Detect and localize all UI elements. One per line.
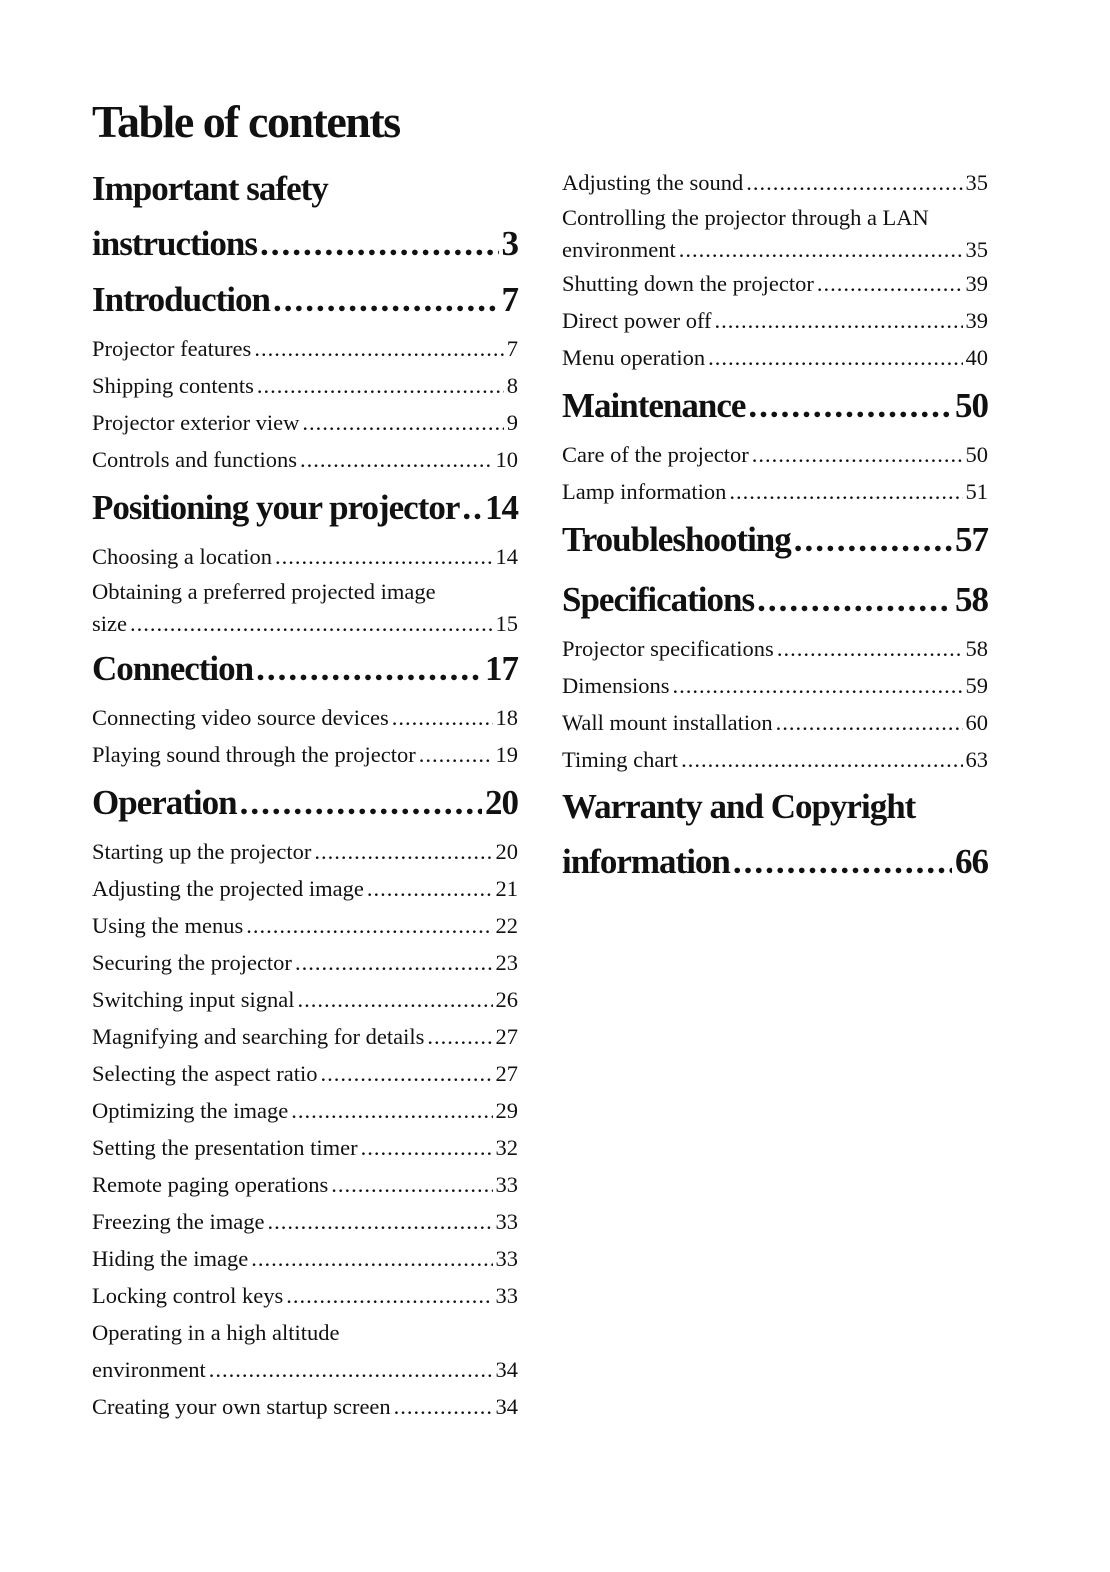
entry-title: Setting the presentation timer xyxy=(92,1135,358,1160)
section-title: Operation xyxy=(92,783,237,822)
toc-entry-menu-operation[interactable] xyxy=(562,339,988,376)
page-number: 10 xyxy=(495,447,518,472)
dot-leader xyxy=(715,302,963,339)
page-number: 8 xyxy=(506,373,518,398)
dot-leader xyxy=(681,741,962,778)
page-number: 27 xyxy=(495,1024,518,1049)
dot-leader xyxy=(321,1055,493,1092)
toc-entry-magnifying-and-searching-for-details[interactable] xyxy=(92,1018,518,1055)
dot-leader xyxy=(752,436,963,473)
toc-section-warranty-and-copyright-information[interactable] xyxy=(562,778,988,888)
toc-entry-direct-power-off[interactable] xyxy=(562,302,988,339)
toc-entry-selecting-the-aspect-ratio[interactable] xyxy=(92,1055,518,1092)
page-number: 33 xyxy=(495,1209,518,1234)
dot-leader xyxy=(331,1166,492,1203)
page-number: 26 xyxy=(495,987,518,1012)
page-number: 33 xyxy=(495,1283,518,1308)
page-number: 50 xyxy=(965,442,988,467)
toc-entry-using-the-menus[interactable] xyxy=(92,907,518,944)
section-title: Introduction xyxy=(92,280,270,319)
page-number: 14 xyxy=(495,544,518,569)
page-number: 15 xyxy=(495,611,518,636)
toc-column-right xyxy=(562,164,988,888)
toc-entry-dimensions[interactable] xyxy=(562,667,988,704)
dot-leader xyxy=(673,667,963,704)
dot-leader xyxy=(733,836,952,888)
entry-title: Projector features xyxy=(92,336,252,361)
dot-leader xyxy=(392,699,493,736)
dot-leader xyxy=(298,981,493,1018)
page-number: 35 xyxy=(965,170,988,195)
entry-title: Shipping contents xyxy=(92,373,254,398)
dot-leader xyxy=(462,478,482,538)
entry-title: Using the menus xyxy=(92,913,244,938)
toc-entry-controls-and-functions[interactable] xyxy=(92,441,518,478)
page-number: 32 xyxy=(495,1135,518,1160)
dot-leader xyxy=(256,639,482,699)
toc-entry-remote-paging-operations[interactable] xyxy=(92,1166,518,1203)
dot-leader xyxy=(291,1092,492,1129)
section-title: Connection xyxy=(92,649,254,688)
dot-leader xyxy=(777,630,963,667)
dot-leader xyxy=(286,1277,492,1314)
section-title-line1: Warranty and Copyright xyxy=(562,787,916,826)
page-number: 34 xyxy=(495,1394,518,1419)
toc-entry-choosing-a-location[interactable] xyxy=(92,538,518,575)
entry-title: Optimizing the image xyxy=(92,1098,289,1123)
dot-leader xyxy=(729,473,962,510)
dot-leader xyxy=(776,704,963,741)
page-number: 27 xyxy=(495,1061,518,1086)
page-number: 33 xyxy=(495,1246,518,1271)
dot-leader xyxy=(260,218,499,270)
page-number: 19 xyxy=(495,742,518,767)
dot-leader xyxy=(254,330,503,367)
dot-leader xyxy=(300,441,493,478)
dot-leader xyxy=(302,404,503,441)
page-number: 29 xyxy=(495,1098,518,1123)
page-number: 21 xyxy=(495,876,518,901)
entry-title: Freezing the image xyxy=(92,1209,265,1234)
section-title-line2 xyxy=(92,218,518,270)
entry-title: Lamp information xyxy=(562,479,727,504)
dot-leader xyxy=(757,570,952,630)
page-number: 50 xyxy=(955,386,988,425)
entry-title-line2 xyxy=(92,609,518,639)
entry-title: Projector exterior view xyxy=(92,410,300,435)
entry-title-line1: Operating in a high altitude xyxy=(92,1320,340,1345)
page-number: 58 xyxy=(955,580,988,619)
toc-entry-timing-chart[interactable] xyxy=(562,741,988,778)
page-number: 66 xyxy=(955,842,988,881)
page-number: 20 xyxy=(495,839,518,864)
entry-title-line2-text: environment xyxy=(92,1357,206,1382)
toc-entry-starting-up-the-projector[interactable] xyxy=(92,833,518,870)
page-number: 35 xyxy=(965,237,988,262)
entry-title: Remote paging operations xyxy=(92,1172,329,1197)
toc-entry-switching-input-signal[interactable] xyxy=(92,981,518,1018)
toc-entry-operating-in-a-high-altitude-environment[interactable] xyxy=(92,1314,518,1388)
toc-entry-shutting-down-the-projector[interactable] xyxy=(562,265,988,302)
toc-entry-projector-features[interactable] xyxy=(92,330,518,367)
dot-leader xyxy=(257,367,504,404)
dot-leader xyxy=(427,1018,492,1055)
toc-entry-playing-sound-through-the-projector[interactable] xyxy=(92,736,518,773)
entry-title: Care of the projector xyxy=(562,442,749,467)
toc-entry-lamp-information[interactable] xyxy=(562,473,988,510)
toc-entry-shipping-contents[interactable] xyxy=(92,367,518,404)
dot-leader xyxy=(794,510,952,570)
page-title: Table of contents xyxy=(92,96,400,147)
page-number: 17 xyxy=(485,649,518,688)
page-number: 18 xyxy=(495,705,518,730)
toc-entry-care-of-the-projector[interactable] xyxy=(562,436,988,473)
toc-entry-creating-your-own-startup-screen[interactable] xyxy=(92,1388,518,1425)
toc-entry-setting-the-presentation-timer[interactable] xyxy=(92,1129,518,1166)
page-number: 23 xyxy=(495,950,518,975)
page-number: 39 xyxy=(965,271,988,296)
dot-leader xyxy=(367,870,493,907)
toc-entry-projector-exterior-view[interactable] xyxy=(92,404,518,441)
section-title: Maintenance xyxy=(562,386,746,425)
entry-title: Magnifying and searching for details xyxy=(92,1024,425,1049)
page-number: 3 xyxy=(501,224,518,263)
entry-title: Adjusting the sound xyxy=(562,170,744,195)
entry-title-line2-text: environment xyxy=(562,237,676,262)
toc-entry-hiding-the-image[interactable] xyxy=(92,1240,518,1277)
entry-title: Adjusting the projected image xyxy=(92,876,364,901)
dot-leader xyxy=(130,609,493,639)
page-number: 63 xyxy=(965,747,988,772)
page-number: 58 xyxy=(965,636,988,661)
page-number: 60 xyxy=(965,710,988,735)
dot-leader xyxy=(748,376,952,436)
entry-title: Choosing a location xyxy=(92,544,272,569)
entry-title: Selecting the aspect ratio xyxy=(92,1061,318,1086)
toc-section-connection[interactable] xyxy=(92,639,518,699)
section-title: Positioning your projector xyxy=(92,488,460,527)
entry-title-line1: Controlling the projector through a LAN xyxy=(562,205,929,230)
page-number: 57 xyxy=(955,520,988,559)
dot-leader xyxy=(394,1388,493,1425)
toc-entry-wall-mount-installation[interactable] xyxy=(562,704,988,741)
toc-entry-adjusting-the-sound[interactable] xyxy=(562,164,988,201)
entry-title-line2 xyxy=(562,235,988,265)
section-title-line2 xyxy=(562,836,988,888)
entry-title: Wall mount installation xyxy=(562,710,773,735)
dot-leader xyxy=(361,1129,493,1166)
section-title-line2-text: information xyxy=(562,842,730,881)
entry-title-line2-text: size xyxy=(92,611,127,636)
dot-leader xyxy=(314,833,492,870)
toc-section-troubleshooting[interactable] xyxy=(562,510,988,570)
page-number: 39 xyxy=(965,308,988,333)
page-number: 7 xyxy=(501,280,518,319)
toc-entry-adjusting-the-projected-image[interactable] xyxy=(92,870,518,907)
entry-title: Dimensions xyxy=(562,673,670,698)
toc-section-important-safety-instructions[interactable] xyxy=(92,160,518,270)
entry-title: Controls and functions xyxy=(92,447,297,472)
page-number: 9 xyxy=(506,410,518,435)
entry-title-line1: Obtaining a preferred projected image xyxy=(92,579,436,604)
toc-entry-freezing-the-image[interactable] xyxy=(92,1203,518,1240)
dot-leader xyxy=(679,235,963,265)
section-title: Specifications xyxy=(562,580,755,619)
dot-leader xyxy=(246,907,492,944)
toc-entry-controlling-the-projector-through-a-lan-environment[interactable] xyxy=(562,201,988,265)
page-number: 33 xyxy=(495,1172,518,1197)
dot-leader xyxy=(267,1203,492,1240)
toc-section-introduction[interactable] xyxy=(92,270,518,330)
toc-section-operation[interactable] xyxy=(92,773,518,833)
toc-entry-projector-specifications[interactable] xyxy=(562,630,988,667)
page-number: 59 xyxy=(965,673,988,698)
toc-entry-locking-control-keys[interactable] xyxy=(92,1277,518,1314)
entry-title: Menu operation xyxy=(562,345,706,370)
entry-title: Shutting down the projector xyxy=(562,271,814,296)
entry-title-line2 xyxy=(92,1352,518,1388)
dot-leader xyxy=(251,1240,492,1277)
dot-leader xyxy=(273,270,499,330)
entry-title: Starting up the projector xyxy=(92,839,312,864)
entry-title: Projector specifications xyxy=(562,636,774,661)
toc-entry-connecting-video-source-devices[interactable] xyxy=(92,699,518,736)
toc-entry-optimizing-the-image[interactable] xyxy=(92,1092,518,1129)
entry-title: Hiding the image xyxy=(92,1246,249,1271)
entry-title: Direct power off xyxy=(562,308,712,333)
dot-leader xyxy=(419,736,493,773)
toc-section-specifications[interactable] xyxy=(562,570,988,630)
dot-leader xyxy=(209,1352,493,1388)
page-number: 40 xyxy=(965,345,988,370)
entry-title: Timing chart xyxy=(562,747,679,772)
page-number: 51 xyxy=(965,479,988,504)
entry-title: Creating your own startup screen xyxy=(92,1394,391,1419)
dot-leader xyxy=(746,164,962,201)
entry-title: Securing the projector xyxy=(92,950,292,975)
entry-title: Playing sound through the projector xyxy=(92,742,416,767)
toc-entry-obtaining-a-preferred-projected-image-size[interactable] xyxy=(92,575,518,639)
section-title-line2-text: instructions xyxy=(92,224,257,263)
toc-column-left xyxy=(92,160,518,1425)
entry-title: Switching input signal xyxy=(92,987,295,1012)
entry-title: Connecting video source devices xyxy=(92,705,389,730)
dot-leader xyxy=(817,265,963,302)
page-number: 14 xyxy=(485,488,518,527)
page-number: 20 xyxy=(485,783,518,822)
page-number: 34 xyxy=(495,1357,518,1382)
dot-leader xyxy=(275,538,493,575)
toc-section-maintenance[interactable] xyxy=(562,376,988,436)
toc-section-positioning-your-projector[interactable] xyxy=(92,478,518,538)
section-title: Troubleshooting xyxy=(562,520,791,559)
page-number: 7 xyxy=(506,336,518,361)
page-number: 22 xyxy=(495,913,518,938)
dot-leader xyxy=(708,339,962,376)
section-title-line1: Important safety xyxy=(92,169,328,208)
dot-leader xyxy=(240,773,482,833)
entry-title: Locking control keys xyxy=(92,1283,284,1308)
toc-entry-securing-the-projector[interactable] xyxy=(92,944,518,981)
dot-leader xyxy=(295,944,493,981)
